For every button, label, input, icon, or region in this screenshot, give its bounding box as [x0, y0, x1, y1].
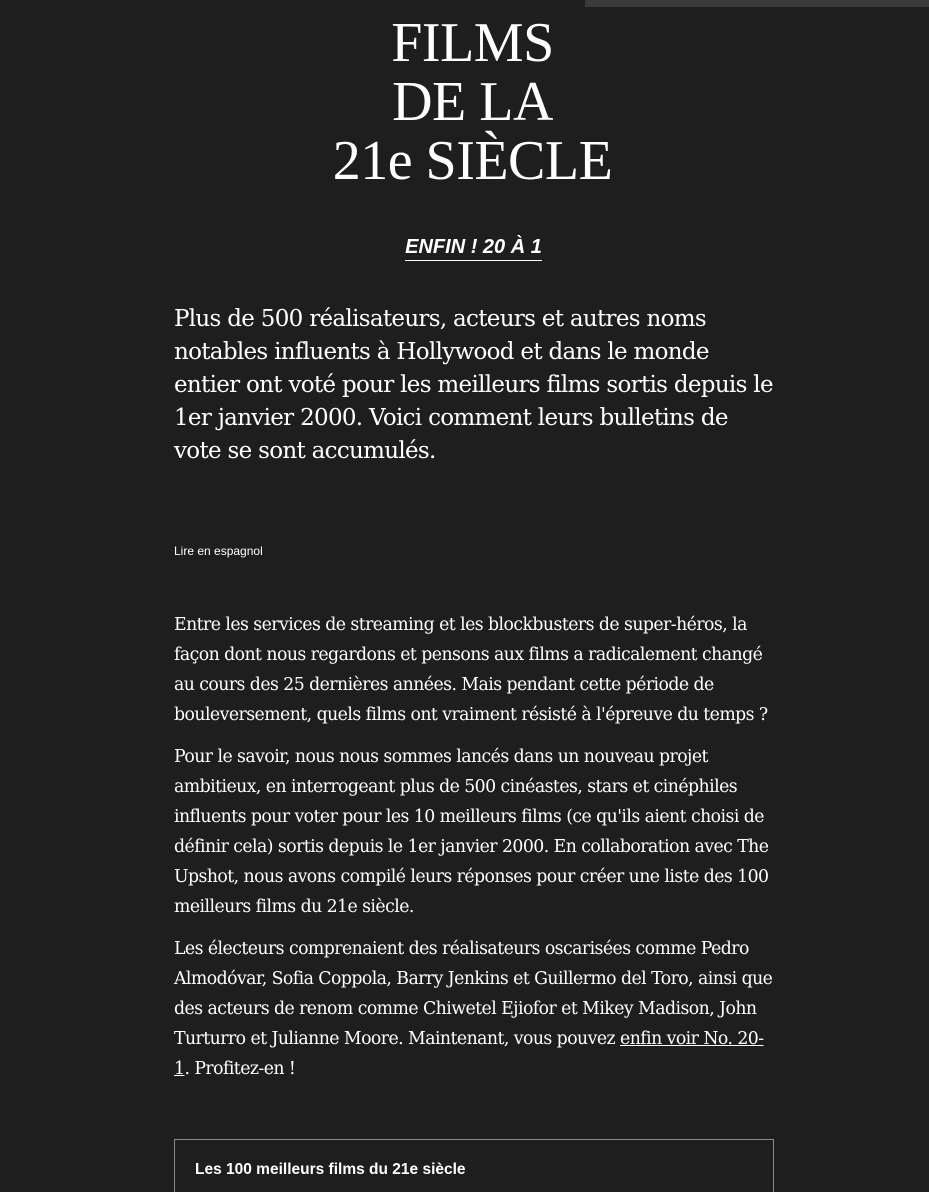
read-in-spanish-link[interactable]: Lire en espagnol	[174, 544, 263, 558]
list-box-title: Les 100 meilleurs films du 21e siècle	[195, 1161, 466, 1178]
top-100-list-box	[174, 1139, 774, 1192]
kicker	[0, 236, 929, 259]
reading-progress-track	[585, 0, 929, 7]
view-top-20-link[interactable]: enfin voir No. 20-1	[174, 1029, 764, 1079]
article-summary: Plus de 500 réalisateurs, acteurs et autres noms notables influents à Hollywood et dans le monde entier ont voté pour les meilleurs films sortis depuis le 1er janvier 2000. Voici comment leurs bulletins de vote se sont accumulés.	[174, 306, 773, 464]
body-paragraph-2: Pour le savoir, nous nous sommes lancés dans un nouveau projet ambitieux, en interrogeant plus de 500 cinéastes, stars et cinéphiles influents pour voter pour les 10 meilleurs films (ce qu'ils aient choisi de définir cela) sortis depuis le 1er janvier 2000. En collaboration avec The Upshot, nous avons compilé leurs réponses pour créer une liste des 100 meilleurs films du 21e siècle.	[174, 747, 769, 917]
title-line-1: FILMS	[391, 12, 554, 74]
title-line-2: DE LA	[392, 71, 553, 133]
kicker-link[interactable]: ENFIN ! 20 À 1	[405, 236, 542, 261]
body-paragraph-3	[174, 934, 774, 1084]
page-title	[0, 14, 929, 191]
body-paragraph-1: Entre les services de streaming et les blockbusters de super-héros, la façon dont nous regardons et pensons aux films a radicalement changé au cours des 25 dernières années. Mais pendant cette période de bouleversement, quels films ont vraiment résisté à l'épreuve du temps ?	[174, 615, 768, 725]
paragraph-3-text-end: . Profitez-en !	[184, 1059, 296, 1079]
reading-progress-bar	[0, 0, 929, 7]
title-line-3: 21e SIÈCLE	[332, 130, 613, 192]
paragraph-3-text-start: Les électeurs comprenaient des réalisateurs oscarisées comme Pedro Almodóvar, Sofia Coppola, Barry Jenkins et Guillermo del Toro, ainsi que des acteurs de renom comme Chiwetel Ejiofor et Mikey Madison, John Turturro et Julianne Moore. Maintenant, vous pouvez	[174, 939, 773, 1049]
article-body	[174, 610, 774, 1096]
